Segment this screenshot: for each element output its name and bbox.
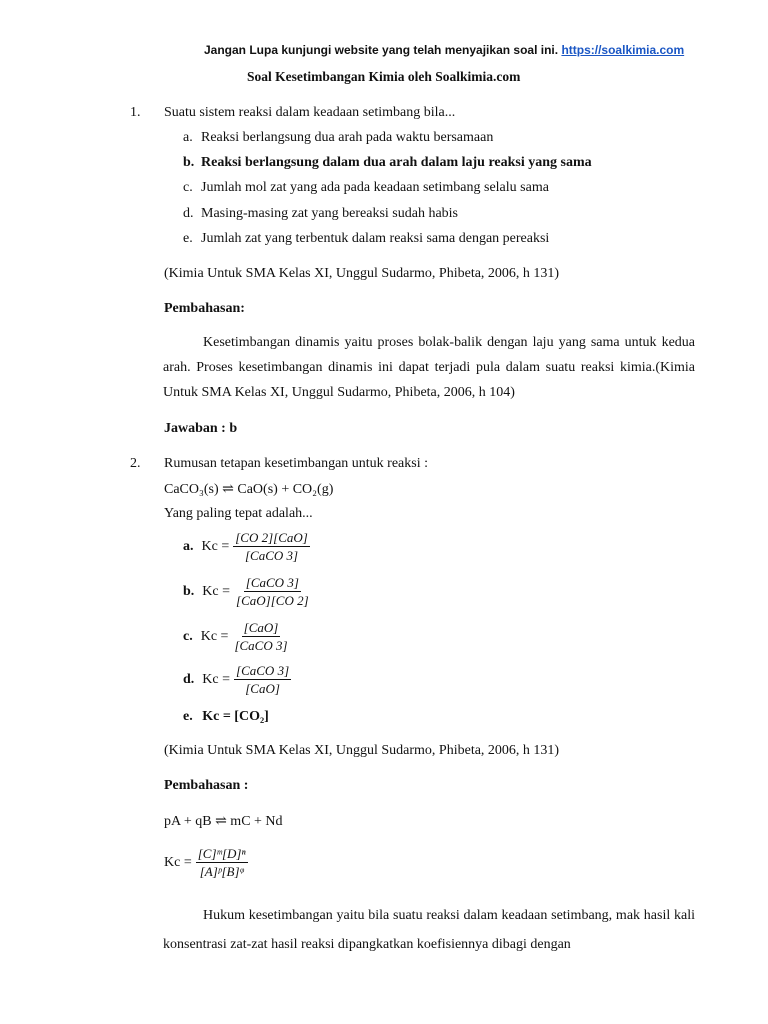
q1-pembahasan-text: Kesetimbangan dinamis yaitu proses bolak-balik dengan laju yang sama untuk kedua arah. Proses kesetimbangan dinamis ini dapat terjadi pula dalam suatu reaksi kimia.(Kimia Untuk SMA Kelas XI, Unggul Sudarmo, Phibeta, 2006, h 104) xyxy=(163,335,695,400)
q2-option-e xyxy=(183,708,269,726)
kc-fraction xyxy=(234,663,291,696)
banner-link[interactable]: https://soalkimia.com xyxy=(561,43,685,57)
fraction-denominator: [A]ᵖ[B]ᵠ xyxy=(199,864,244,879)
option-letter: c. xyxy=(183,628,193,644)
kc-fraction xyxy=(234,575,311,608)
general-reaction: pA + qB ⇌ mC + Nd xyxy=(164,814,283,829)
fraction-denominator: [CaCO 3] xyxy=(234,638,288,653)
q1-option-text: Jumlah mol zat yang ada pada keadaan setimbang selalu sama xyxy=(201,180,549,195)
q2-pembahasan-label: Pembahasan : xyxy=(164,778,249,793)
kc-label: Kc = xyxy=(201,538,230,554)
q2-question: Rumusan tetapan kesetimbangan untuk reaksi : xyxy=(164,456,428,471)
q1-option-letter: b. xyxy=(183,155,195,170)
kc-label: Kc = xyxy=(164,854,192,870)
q2-source: (Kimia Untuk SMA Kelas XI, Unggul Sudarmo, Phibeta, 2006, h 131) xyxy=(164,743,560,758)
kc-label: Kc = xyxy=(202,671,231,687)
site-banner xyxy=(204,43,684,57)
kc-fraction xyxy=(233,530,310,563)
fraction-denominator: [CaO] xyxy=(245,681,280,696)
q2-prompt: Yang paling tepat adalah... xyxy=(164,506,313,521)
fraction-numerator: [C]ᵐ[D]ⁿ xyxy=(197,846,246,861)
option-letter: e. xyxy=(183,709,193,724)
fraction-denominator: [CaCO 3] xyxy=(244,548,299,563)
q2-option-c xyxy=(183,620,290,653)
law-paragraph: Hukum kesetimbangan yaitu bila suatu reaksi dalam keadaan setimbang, mak hasil kali konsentrasi zat-zat hasil reaksi dipangkatkan koefisiennya dibagi dengan xyxy=(163,908,695,952)
page-title: Soal Kesetimbangan Kimia oleh Soalkimia.com xyxy=(247,69,521,84)
q2-option-a xyxy=(183,530,310,563)
q1-option-text: Reaksi berlangsung dalam dua arah dalam laju reaksi yang sama xyxy=(201,155,592,170)
q1-option-text: Jumlah zat yang terbentuk dalam reaksi sama dengan pereaksi xyxy=(201,231,550,246)
kc-label: Kc = xyxy=(202,583,231,599)
option-letter: b. xyxy=(183,583,195,599)
kc-label: Kc = xyxy=(200,628,229,644)
option-letter: a. xyxy=(183,538,194,554)
q2-option-d xyxy=(183,663,291,696)
kc-fraction xyxy=(196,846,248,879)
fraction-numerator: [CO 2][CaO] xyxy=(235,530,308,545)
kc-fraction xyxy=(232,620,289,653)
fraction-numerator: [CaO] xyxy=(243,620,279,635)
q1-source: (Kimia Untuk SMA Kelas XI, Unggul Sudarmo, Phibeta, 2006, h 131) xyxy=(164,266,560,281)
q1-answer: Jawaban : b xyxy=(164,421,238,436)
q1-option-letter: e. xyxy=(183,231,193,246)
q1-question: Suatu sistem reaksi dalam keadaan setimbang bila... xyxy=(164,105,456,120)
q1-number: 1. xyxy=(130,105,141,120)
option-letter: d. xyxy=(183,671,195,687)
q2-reaction: CaCO₃(s) ⇌ CaO(s) + CO₂(g) xyxy=(164,482,334,497)
q1-option-letter: c. xyxy=(183,180,193,195)
fraction-numerator: [CaCO 3] xyxy=(245,575,299,590)
q1-option-text: Reaksi berlangsung dua arah pada waktu bersamaan xyxy=(201,130,494,145)
q2-option-b xyxy=(183,575,311,608)
option-e-text: Kc = [CO₂] xyxy=(202,709,269,724)
q1-option-letter: d. xyxy=(183,206,194,221)
q1-pembahasan-label: Pembahasan: xyxy=(164,301,245,316)
general-kc-expression xyxy=(164,846,248,879)
q1-option-letter: a. xyxy=(183,130,193,145)
fraction-numerator: [CaCO 3] xyxy=(236,663,290,678)
q2-number: 2. xyxy=(130,456,141,471)
q1-option-text: Masing-masing zat yang bereaksi sudah habis xyxy=(201,206,458,221)
fraction-denominator: [CaO][CO 2] xyxy=(236,593,309,608)
banner-text: Jangan Lupa kunjungi website yang telah menyajikan soal ini. xyxy=(204,43,559,57)
